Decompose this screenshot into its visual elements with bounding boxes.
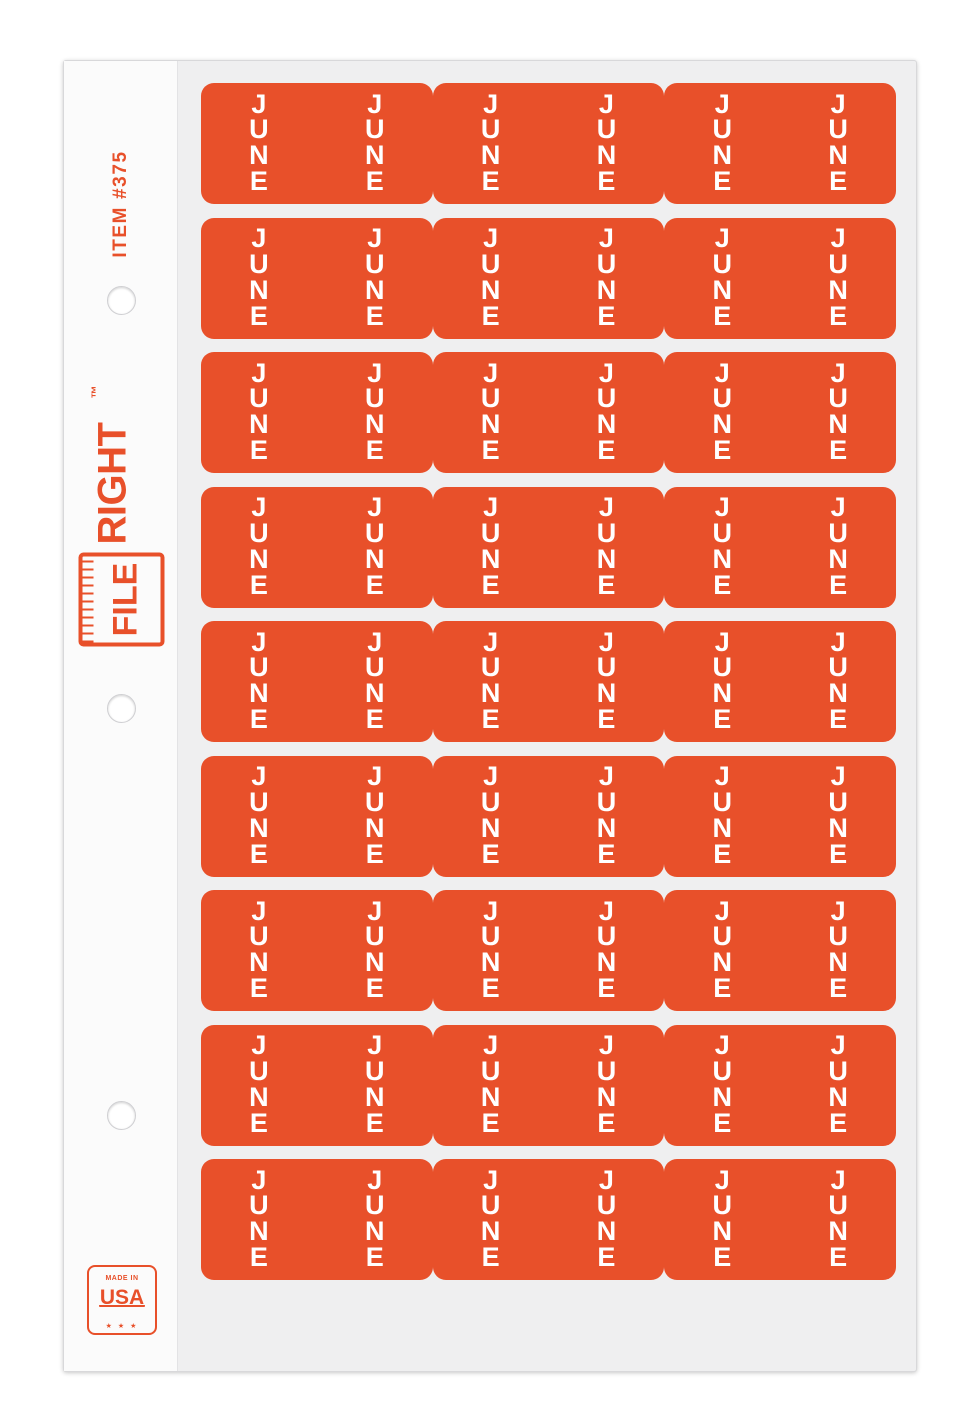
label-pair	[433, 1159, 665, 1280]
label-sheet	[63, 60, 917, 1372]
month-label	[433, 890, 549, 1011]
month-label	[549, 1159, 665, 1280]
month-label-text: JUNE	[712, 1164, 733, 1273]
binder-hole-3	[107, 1101, 136, 1130]
label-pair	[201, 756, 433, 877]
brand-right-word: RIGHT	[90, 422, 134, 545]
label-grid	[177, 61, 916, 1371]
file-folder-icon	[78, 553, 164, 647]
month-label-text: JUNE	[596, 88, 617, 197]
month-label-text: JUNE	[596, 895, 617, 1004]
month-label	[201, 352, 317, 473]
month-label-text: JUNE	[596, 626, 617, 735]
usa-text: USA	[99, 1286, 145, 1309]
stars-icon: ★ ★ ★	[105, 1323, 139, 1330]
month-label-text: JUNE	[712, 88, 733, 197]
month-label-text: JUNE	[712, 223, 733, 331]
month-label	[433, 352, 549, 473]
month-label	[317, 218, 433, 339]
month-label	[549, 890, 665, 1011]
month-label-text: JUNE	[249, 1164, 269, 1273]
month-label	[201, 218, 317, 339]
label-row	[201, 1025, 896, 1146]
month-label	[201, 756, 317, 877]
label-pair	[201, 83, 433, 204]
month-label-text: JUNE	[828, 626, 848, 735]
label-row	[201, 1159, 896, 1280]
month-label	[664, 83, 780, 204]
label-pair	[201, 487, 433, 608]
month-label-text: JUNE	[828, 357, 848, 466]
month-label	[780, 756, 896, 877]
month-label	[780, 1159, 896, 1280]
month-label	[780, 83, 896, 204]
month-label-text: JUNE	[596, 357, 617, 466]
month-label-text: JUNE	[480, 626, 501, 735]
label-pair	[433, 487, 665, 608]
label-pair	[664, 1159, 896, 1280]
month-label	[201, 621, 317, 742]
month-label	[664, 218, 780, 339]
month-label	[549, 756, 665, 877]
month-label	[317, 756, 433, 877]
month-label	[201, 83, 317, 204]
month-label-text: JUNE	[828, 223, 848, 331]
month-label-text: JUNE	[480, 492, 501, 600]
month-label-text: JUNE	[365, 626, 385, 735]
month-label	[549, 83, 665, 204]
label-pair	[664, 621, 896, 742]
label-row	[201, 352, 896, 473]
label-row	[201, 756, 896, 877]
month-label	[433, 83, 549, 204]
month-label	[317, 890, 433, 1011]
month-label	[780, 621, 896, 742]
month-label	[780, 218, 896, 339]
binder-hole-2	[107, 694, 136, 723]
month-label-text: JUNE	[249, 1030, 269, 1138]
month-label-text: JUNE	[480, 1164, 501, 1273]
label-row	[201, 621, 896, 742]
label-pair	[201, 352, 433, 473]
label-pair	[201, 1159, 433, 1280]
month-label	[317, 352, 433, 473]
month-label-text: JUNE	[712, 357, 733, 466]
month-label-text: JUNE	[596, 223, 617, 331]
month-label	[664, 621, 780, 742]
label-row	[201, 487, 896, 608]
month-label	[433, 756, 549, 877]
month-label	[664, 890, 780, 1011]
ruler-ticks-icon	[82, 557, 93, 643]
item-number-label: ITEM #375	[109, 150, 131, 258]
month-label	[433, 487, 549, 608]
month-label-text: JUNE	[365, 223, 385, 331]
month-label-text: JUNE	[249, 895, 269, 1004]
label-pair	[664, 83, 896, 204]
month-label-text: JUNE	[596, 1030, 617, 1138]
month-label-text: JUNE	[712, 492, 733, 600]
label-pair	[201, 890, 433, 1011]
month-label	[433, 218, 549, 339]
month-label-text: JUNE	[249, 492, 269, 600]
trademark-symbol: ™	[88, 385, 103, 399]
brand-file-word: FILE	[106, 562, 144, 637]
month-label-text: JUNE	[249, 357, 269, 466]
month-label-text: JUNE	[365, 492, 385, 600]
month-label	[549, 487, 665, 608]
month-label	[780, 1025, 896, 1146]
label-row	[201, 83, 896, 204]
label-pair	[201, 1025, 433, 1146]
month-label-text: JUNE	[828, 1030, 848, 1138]
label-pair	[664, 352, 896, 473]
label-pair	[201, 218, 433, 339]
made-in-usa-badge	[87, 1265, 157, 1335]
month-label-text: JUNE	[365, 1164, 385, 1273]
month-label	[664, 756, 780, 877]
month-label-text: JUNE	[596, 761, 617, 869]
month-label-text: JUNE	[365, 1030, 385, 1138]
label-pair	[433, 621, 665, 742]
label-pair	[664, 218, 896, 339]
month-label-text: JUNE	[712, 1030, 733, 1138]
month-label-text: JUNE	[249, 626, 269, 735]
month-label	[317, 487, 433, 608]
month-label	[201, 890, 317, 1011]
label-row	[201, 218, 896, 339]
month-label	[549, 621, 665, 742]
month-label-text: JUNE	[828, 895, 848, 1004]
month-label-text: JUNE	[828, 88, 848, 197]
flag-wave-icon	[99, 1305, 145, 1320]
label-row	[201, 890, 896, 1011]
month-label	[433, 1159, 549, 1280]
month-label-text: JUNE	[828, 1164, 848, 1273]
month-label-text: JUNE	[712, 761, 733, 869]
month-label-text: JUNE	[480, 895, 501, 1004]
month-label	[549, 352, 665, 473]
month-label-text: JUNE	[249, 761, 269, 869]
brand-logo	[64, 356, 177, 646]
binder-strip	[64, 61, 178, 1371]
month-label-text: JUNE	[365, 895, 385, 1004]
month-label	[664, 487, 780, 608]
month-label	[201, 1159, 317, 1280]
month-label-text: JUNE	[480, 357, 501, 466]
month-label	[317, 83, 433, 204]
month-label-text: JUNE	[249, 223, 269, 331]
month-label-text: JUNE	[828, 492, 848, 600]
month-label	[317, 1159, 433, 1280]
label-pair	[664, 756, 896, 877]
month-label	[780, 352, 896, 473]
label-pair	[201, 621, 433, 742]
label-pair	[433, 756, 665, 877]
label-pair	[433, 352, 665, 473]
month-label	[549, 1025, 665, 1146]
label-pair	[664, 890, 896, 1011]
month-label-text: JUNE	[712, 895, 733, 1004]
month-label-text: JUNE	[596, 492, 617, 600]
month-label-text: JUNE	[365, 357, 385, 466]
label-pair	[433, 890, 665, 1011]
month-label-text: JUNE	[712, 626, 733, 735]
label-pair	[664, 1025, 896, 1146]
made-in-text: MADE IN	[105, 1275, 139, 1282]
month-label-text: JUNE	[365, 88, 385, 197]
month-label-text: JUNE	[365, 761, 385, 869]
month-label	[664, 1159, 780, 1280]
month-label	[433, 621, 549, 742]
month-label	[549, 218, 665, 339]
month-label-text: JUNE	[249, 88, 269, 197]
month-label	[664, 1025, 780, 1146]
month-label	[664, 352, 780, 473]
month-label-text: JUNE	[480, 761, 501, 869]
month-label	[201, 1025, 317, 1146]
item-number	[64, 109, 177, 299]
label-pair	[664, 487, 896, 608]
month-label-text: JUNE	[480, 1030, 501, 1138]
month-label-text: JUNE	[828, 761, 848, 869]
month-label	[780, 487, 896, 608]
month-label	[433, 1025, 549, 1146]
label-pair	[433, 83, 665, 204]
month-label-text: JUNE	[596, 1164, 617, 1273]
month-label	[780, 890, 896, 1011]
label-pair	[433, 218, 665, 339]
month-label	[201, 487, 317, 608]
binder-hole-1	[107, 286, 136, 315]
month-label-text: JUNE	[480, 88, 501, 197]
month-label	[317, 621, 433, 742]
label-pair	[433, 1025, 665, 1146]
month-label-text: JUNE	[480, 223, 501, 331]
month-label	[317, 1025, 433, 1146]
